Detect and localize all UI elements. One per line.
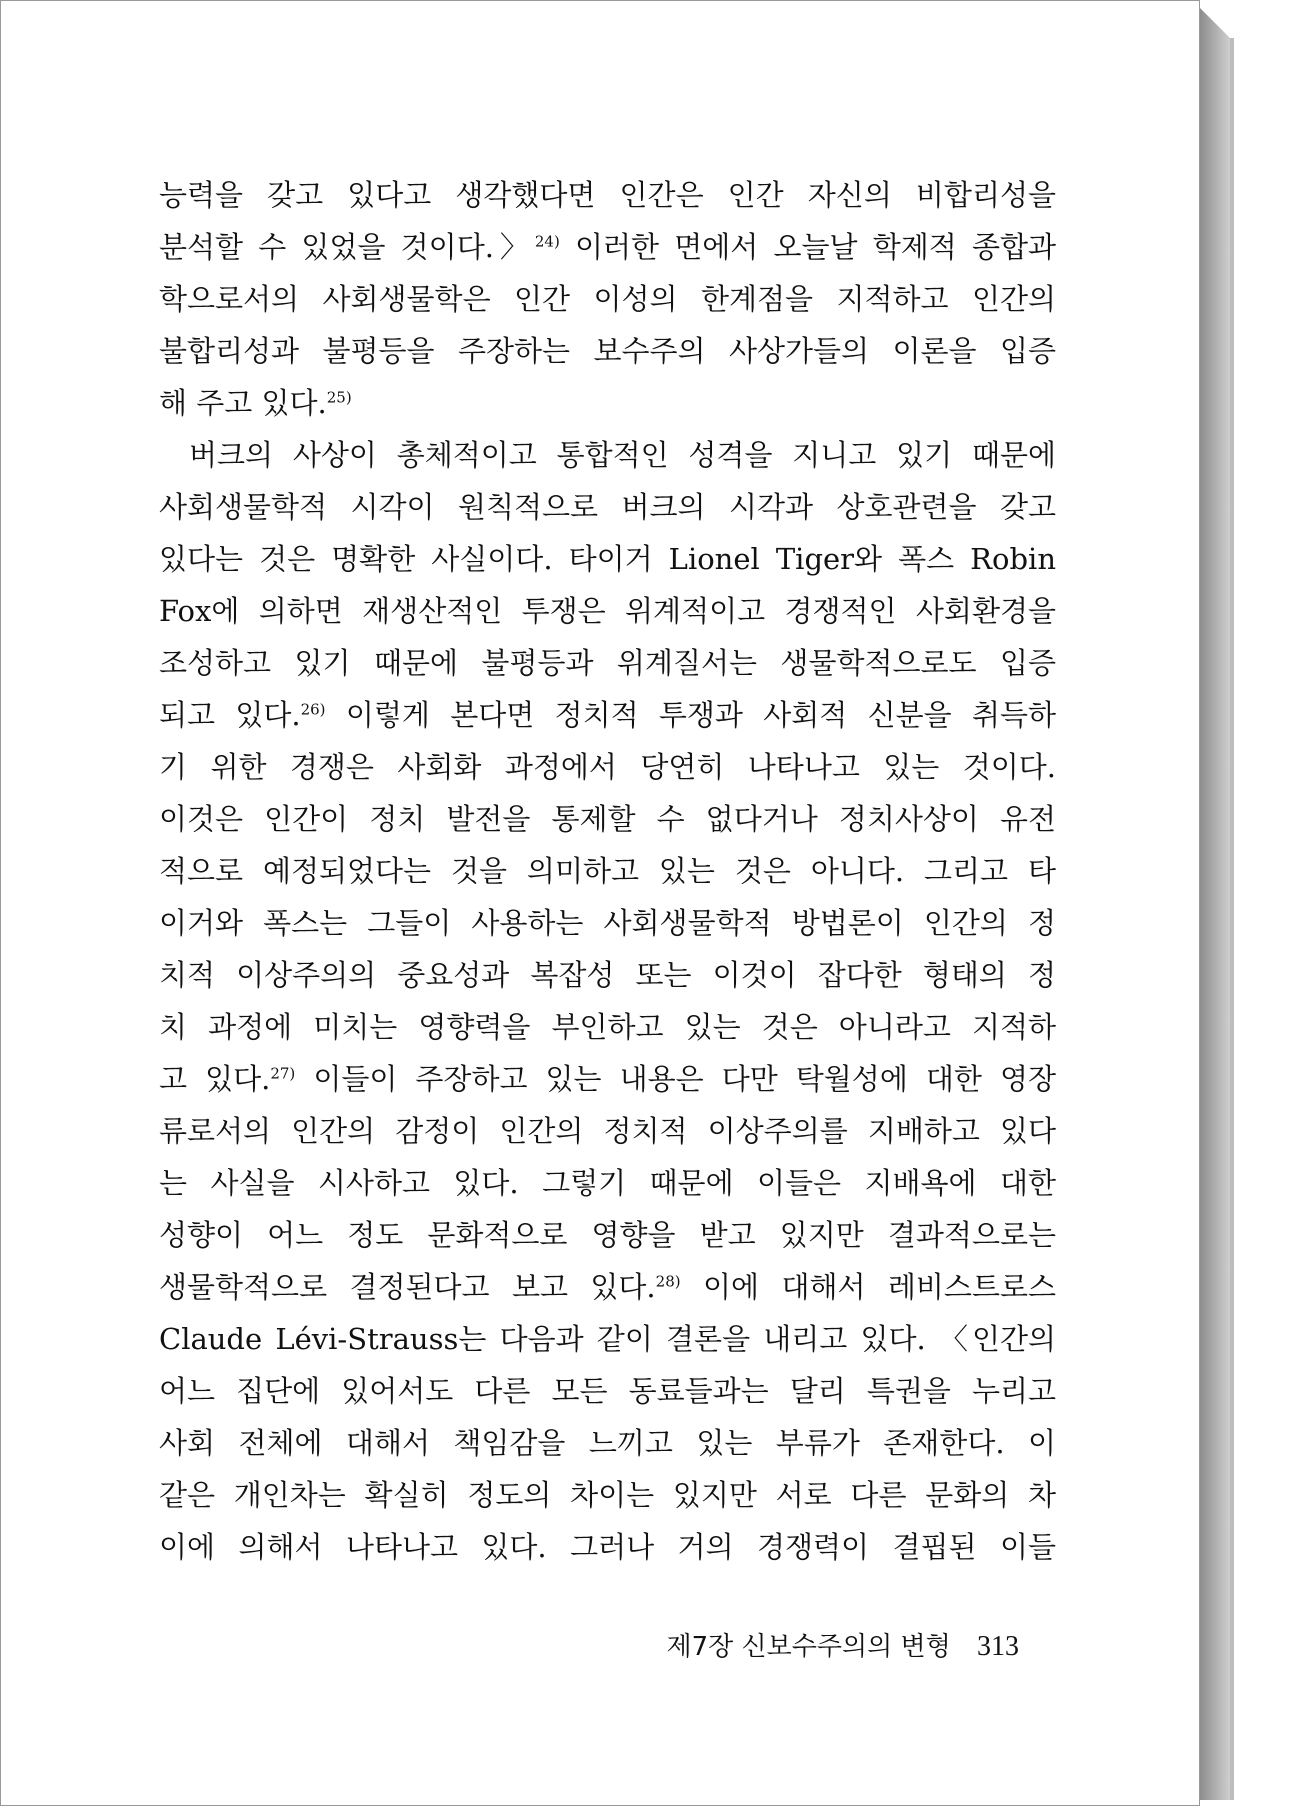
line-text: Claude Lévi-Strauss는 다음과 같이 결론을 내리고 있다. 〈인간의 bbox=[159, 1322, 1056, 1356]
page-edge-shadow bbox=[1200, 8, 1230, 1800]
text-line bbox=[159, 793, 1056, 845]
line-text: 적으로 예정되었다는 것을 의미하고 있는 것은 아니다. 그리고 타 bbox=[159, 854, 1056, 888]
line-text: 생물학적으로 결정된다고 보고 있다. bbox=[159, 1270, 656, 1304]
line-text: 분석할 수 있었을 것이다.〉 bbox=[159, 230, 535, 264]
text-line bbox=[159, 325, 1056, 377]
line-text: 되고 있다. bbox=[159, 698, 301, 732]
footnote-ref: 24) bbox=[534, 232, 560, 251]
line-text-continued: 이러한 면에서 오늘날 학제적 종합과 bbox=[559, 230, 1056, 264]
text-line bbox=[159, 1157, 1056, 1209]
text-line bbox=[159, 897, 1056, 949]
text-line bbox=[159, 1417, 1056, 1469]
line-text: 치 과정에 미치는 영향력을 부인하고 있는 것은 아니라고 지적하 bbox=[159, 1010, 1056, 1044]
line-text: 기 위한 경쟁은 사회화 과정에서 당연히 나타나고 있는 것이다. bbox=[159, 750, 1056, 784]
line-text: 는 사실을 시사하고 있다. 그렇기 때문에 이들은 지배욕에 대한 bbox=[159, 1166, 1056, 1200]
text-line bbox=[159, 1521, 1056, 1573]
footnote-ref: 28) bbox=[655, 1272, 681, 1291]
text-line bbox=[159, 1105, 1056, 1157]
text-line bbox=[159, 481, 1056, 533]
text-line bbox=[159, 637, 1056, 689]
line-text: 이에 의해서 나타나고 있다. 그러나 거의 경쟁력이 결핍된 이들 bbox=[159, 1530, 1056, 1564]
line-text: 해 주고 있다. bbox=[159, 386, 327, 420]
page-edge-line bbox=[1230, 38, 1234, 1800]
text-line bbox=[159, 949, 1056, 1001]
line-text: 조성하고 있기 때문에 불평등과 위계질서는 생물학적으로도 입증 bbox=[159, 646, 1056, 680]
line-text: 불합리성과 불평등을 주장하는 보수주의 사상가들의 이론을 입증 bbox=[159, 334, 1056, 368]
text-line bbox=[159, 169, 1056, 221]
text-line bbox=[159, 533, 1056, 585]
text-line bbox=[159, 221, 1056, 273]
line-text-continued: 이에 대해서 레비스트로스 bbox=[680, 1270, 1056, 1304]
line-text-continued: 이들이 주장하고 있는 내용은 다만 탁월성에 대한 영장 bbox=[295, 1062, 1056, 1096]
line-text: 이것은 인간이 정치 발전을 통제할 수 없다거나 정치사상이 유전 bbox=[159, 802, 1056, 836]
text-line bbox=[159, 1365, 1056, 1417]
text-line bbox=[159, 585, 1056, 637]
footnote-ref: 26) bbox=[300, 700, 326, 719]
text-line bbox=[159, 1053, 1056, 1105]
line-text: 학으로서의 사회생물학은 인간 이성의 한계점을 지적하고 인간의 bbox=[159, 282, 1056, 316]
text-line bbox=[159, 1261, 1056, 1313]
footnote-ref: 27) bbox=[270, 1064, 296, 1083]
footnote-ref: 25) bbox=[326, 388, 352, 407]
text-line bbox=[159, 273, 1056, 325]
text-line bbox=[159, 1209, 1056, 1261]
line-text: 류로서의 인간의 감정이 인간의 정치적 이상주의를 지배하고 있다 bbox=[159, 1114, 1056, 1148]
line-text: 있다는 것은 명확한 사실이다. 타이거 Lionel Tiger와 폭스 Robin bbox=[159, 542, 1056, 576]
text-line bbox=[159, 845, 1056, 897]
text-line bbox=[159, 741, 1056, 793]
chapter-title: 제7장 신보수주의의 변형 bbox=[666, 1632, 951, 1662]
page-number: 313 bbox=[977, 1631, 1019, 1662]
text-line bbox=[159, 1313, 1056, 1365]
text-line bbox=[159, 1469, 1056, 1521]
body-text bbox=[159, 169, 1056, 1573]
running-footer bbox=[667, 1626, 1020, 1663]
text-line bbox=[159, 689, 1056, 741]
line-text: 이거와 폭스는 그들이 사용하는 사회생물학적 방법론이 인간의 정 bbox=[159, 906, 1056, 940]
line-text: 고 있다. bbox=[159, 1062, 271, 1096]
line-text: Fox에 의하면 재생산적인 투쟁은 위계적이고 경쟁적인 사회환경을 bbox=[159, 594, 1056, 628]
line-text: 같은 개인차는 확실히 정도의 차이는 있지만 서로 다른 문화의 차 bbox=[159, 1478, 1056, 1512]
line-text: 사회생물학적 시각이 원칙적으로 버크의 시각과 상호관련을 갖고 bbox=[159, 490, 1056, 524]
text-line bbox=[159, 377, 1056, 429]
line-text: 어느 집단에 있어서도 다른 모든 동료들과는 달리 특권을 누리고 bbox=[159, 1374, 1056, 1408]
line-text: 사회 전체에 대해서 책임감을 느끼고 있는 부류가 존재한다. 이 bbox=[159, 1426, 1056, 1460]
line-text: 능력을 갖고 있다고 생각했다면 인간은 인간 자신의 비합리성을 bbox=[159, 178, 1056, 212]
line-text-continued: 이렇게 본다면 정치적 투쟁과 사회적 신분을 취득하 bbox=[325, 698, 1056, 732]
text-line bbox=[159, 1001, 1056, 1053]
line-text: 성향이 어느 정도 문화적으로 영향을 받고 있지만 결과적으로는 bbox=[159, 1218, 1056, 1252]
line-text: 버크의 사상이 총체적이고 통합적인 성격을 지니고 있기 때문에 bbox=[189, 438, 1056, 472]
line-text: 치적 이상주의의 중요성과 복잡성 또는 이것이 잡다한 형태의 정 bbox=[159, 958, 1056, 992]
text-line bbox=[159, 429, 1056, 481]
